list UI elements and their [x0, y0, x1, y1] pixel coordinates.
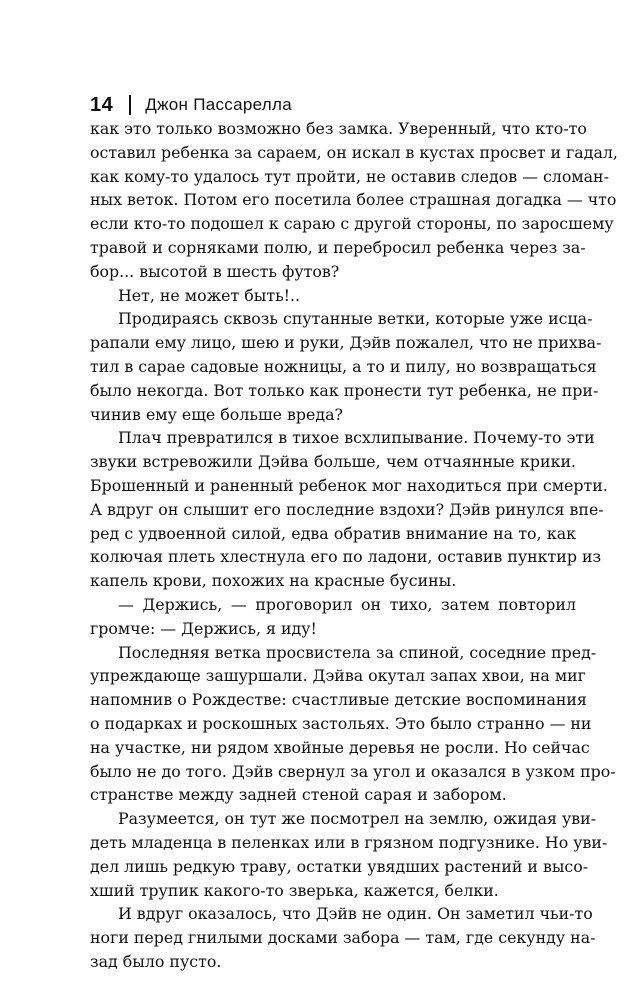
text-line: рапали ему лицо, шею и руки, Дэйв пожалел, что не прихва- [90, 333, 602, 353]
text-line: хший трупик какого-то зверька, кажется, белки. [90, 880, 499, 900]
paragraph [90, 117, 618, 284]
text-line: Брошенный и раненный ребенок мог находиться при смерти. [90, 475, 608, 495]
paragraph [90, 307, 602, 426]
text-line: колючая плеть хлестнула его по ладони, оставив пунктир из [90, 547, 602, 567]
text-line: звуки встревожили Дэйва больше, чем отчаянные крики. [90, 452, 576, 472]
paragraph [90, 902, 596, 973]
paragraph [90, 284, 576, 308]
text-line: как кому-то удалось тут пройти, не оставив следов — сломан- [90, 166, 609, 186]
paragraph [90, 593, 576, 641]
text-line: дел лишь редкую траву, остатки увядших растений и высо- [90, 856, 589, 876]
text-line: И вдруг оказалось, что Дэйв не один. Он заметил чьи-то [118, 904, 593, 924]
text-line: чинив ему еще больше вреда? [90, 404, 343, 424]
text-line: Нет, не может быть!.. [118, 285, 301, 305]
text-line: травой и сорняками полю, и перебросил ребенка через за- [90, 237, 586, 257]
text-line: громче: — Держись, я иду! [90, 618, 317, 638]
text-line: напомнив о Рождестве: счастливые детские воспоминания [90, 690, 587, 710]
text-line: было некогда. Вот только как пронести тут ребенка, не при- [90, 380, 599, 400]
text-line: А вдруг он слышит его последние вздохи? Дэйв ринулся впе- [90, 499, 604, 519]
text-line: упреждающе зашуршали. Дэйва окутал запах хвои, на миг [90, 666, 586, 686]
text-line: Продираясь сквозь спутанные ветки, которые уже исца- [118, 309, 593, 329]
text-line: как это только возможно без замка. Уверенный, что кто-то [90, 119, 587, 138]
text-line: на участке, ни рядом хвойные деревья не росли. Но сейчас [90, 737, 590, 757]
text-line: оставил ребенка за сараем, он искал в кустах просвет и гадал, [90, 142, 618, 162]
text-line: о подарках и роскошных застольях. Это было странно — ни [90, 713, 592, 733]
text-line: ред с удвоенной силой, едва обратив внимание на то, как [90, 523, 576, 543]
paragraph [90, 426, 608, 593]
text-line: капель крови, похожих на красные бусины. [90, 571, 457, 591]
page-number: 14 [90, 93, 114, 116]
text-line: тил в сарае садовые ножницы, а то и пилу, но возвращаться [90, 356, 597, 376]
text-line: ных веток. Потом его посетила более страшная догадка — что [90, 190, 617, 210]
text-line: деть младенца в пеленках или в грязном подгузнике. Но уви- [90, 832, 608, 852]
running-header [90, 92, 292, 118]
text-line: странстве между задней стеной сарая и забором. [90, 785, 507, 805]
text-line: Плач превратился в тихое всхлипывание. Почему-то эти [118, 428, 595, 448]
text-line: Разумеется, он тут же посмотрел на землю, ожидая уви- [118, 809, 597, 829]
paragraph [90, 641, 616, 808]
body-text [90, 117, 618, 974]
text-line: ноги перед гнилыми досками забора — там, где секунду на- [90, 928, 596, 948]
header-separator [129, 95, 131, 115]
text-line: зад было пусто. [90, 951, 222, 971]
paragraph [90, 807, 608, 902]
text-line: — Держись, — проговорил он тихо, затем повторил [118, 594, 576, 614]
text-line: бор... высотой в шесть футов? [90, 261, 340, 281]
author-name: Джон Пассарелла [145, 95, 292, 114]
text-line: если кто-то подошел к сараю с другой стороны, по заросшему [90, 214, 614, 234]
text-line: было не до того. Дэйв свернул за угол и оказался в узком про- [90, 761, 616, 781]
text-line: Последняя ветка просвистела за спиной, соседние пред- [118, 642, 597, 662]
